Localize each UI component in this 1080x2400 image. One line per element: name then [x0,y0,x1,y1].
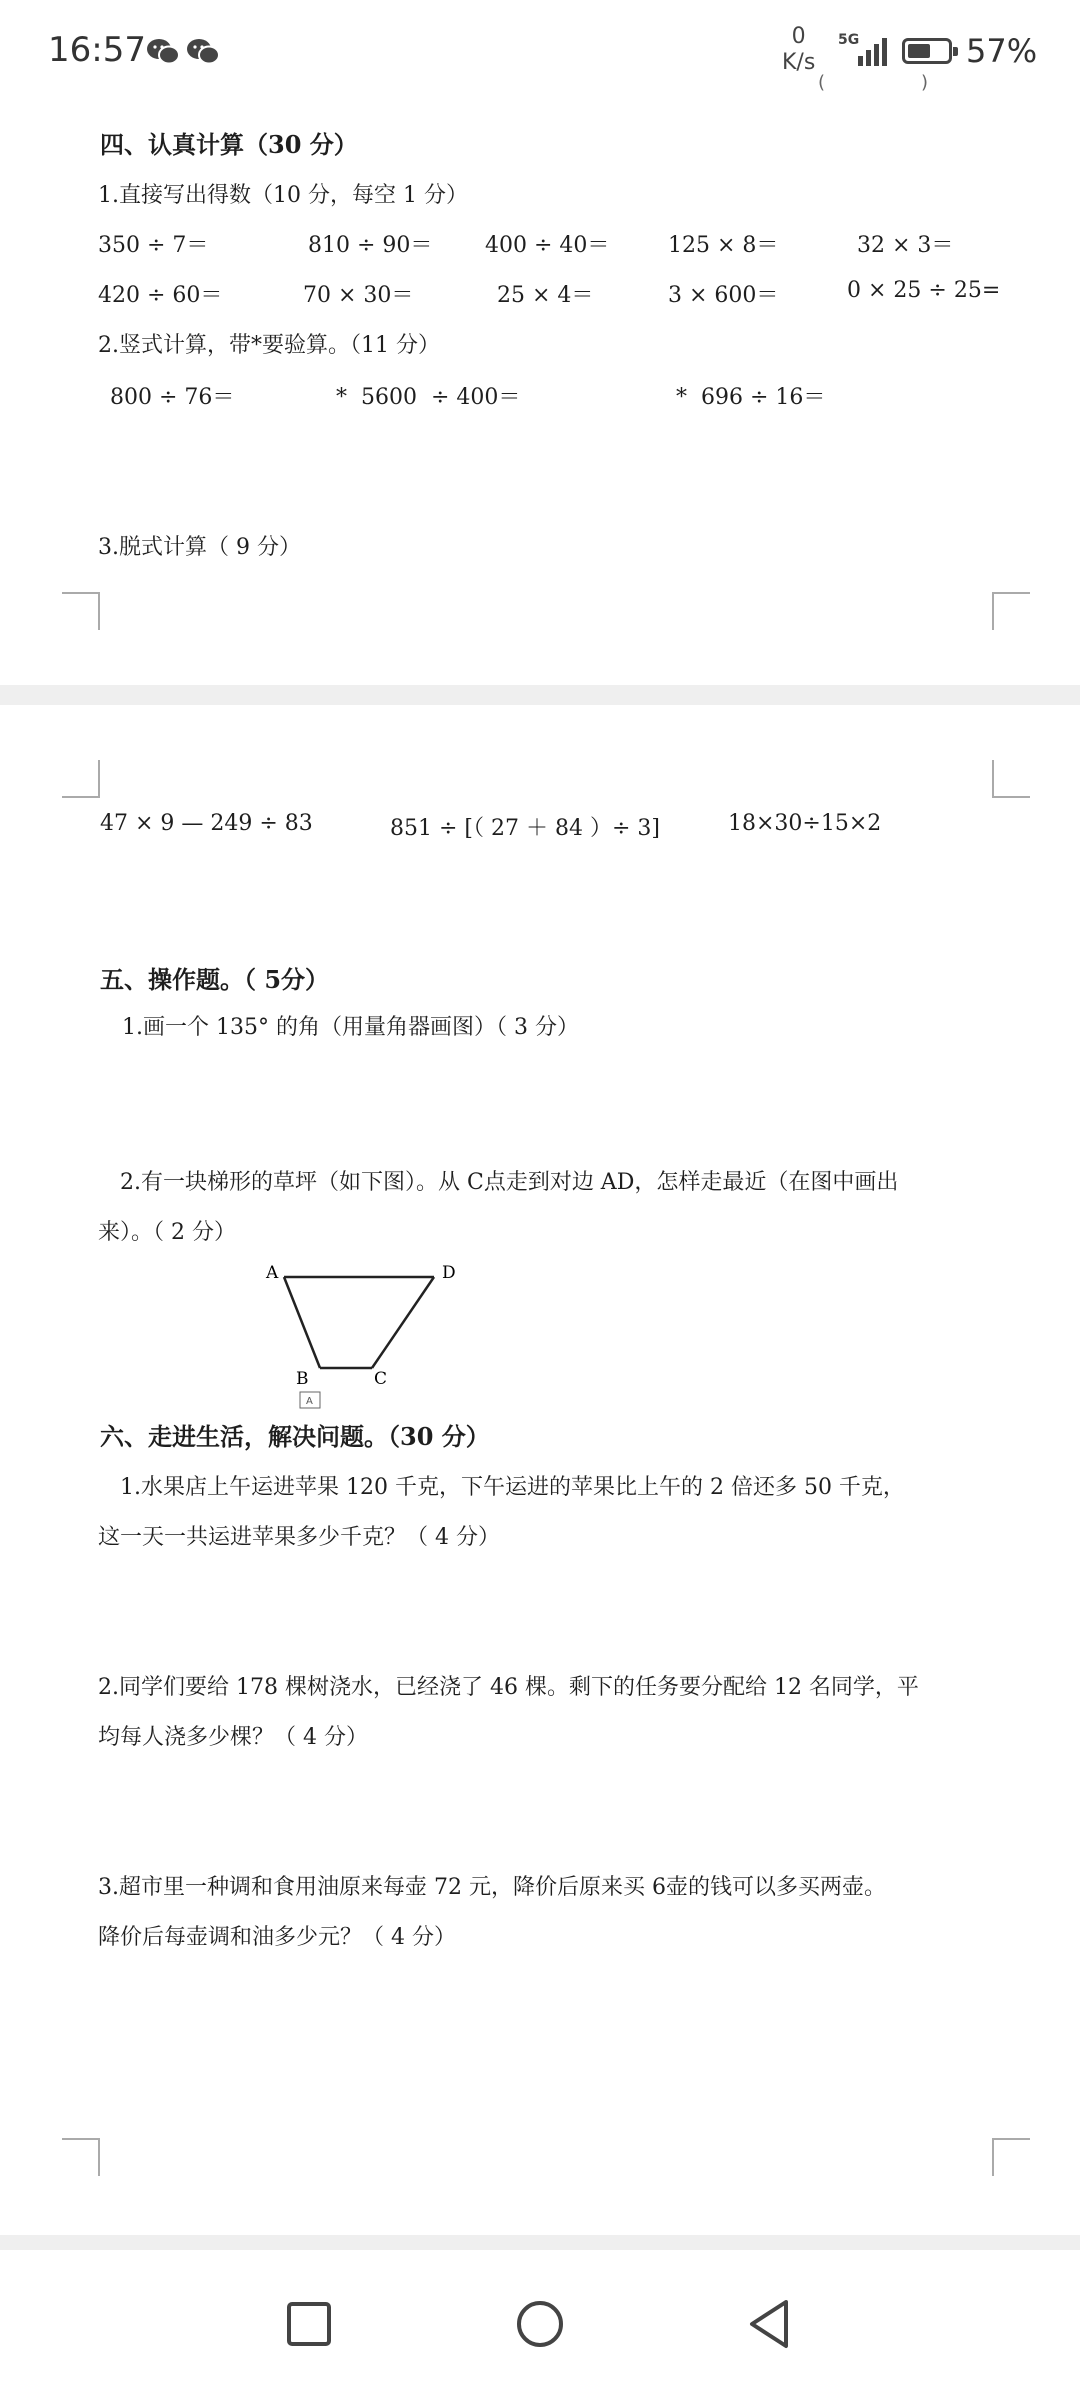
vertex-label-a: A [266,1263,279,1283]
s6-q2-line1: 2.同学们要给 178 棵树浇水，已经浇了 46 棵。剩下的任务要分配给 12 名同学，平 [98,1675,919,1700]
page-corner-mark [992,760,1030,798]
triangle-back-icon [752,2302,786,2346]
navigation-bar [0,2250,1080,2400]
stepwise-calc-item: 851 ÷ [（ 27 ＋ 84 ）÷ 3] [390,816,660,841]
vertex-label-b: B [296,1369,309,1389]
edge-dc [372,1277,434,1368]
document-page-2 [0,705,1080,2235]
status-time: 16:57 [48,30,146,70]
page-separator [0,685,1080,705]
stepwise-calc-item: 47 × 9 — 249 ÷ 83 [100,811,313,836]
calc-item: 400 ÷ 40＝ [485,233,610,258]
page-corner-mark [992,592,1030,630]
s5-q2-line2: 来）。（ 2 分） [98,1220,236,1245]
q2-title: 2.竖式计算，带*要验算。（11 分） [98,333,440,358]
status-parens: ( ) [818,72,928,93]
q1-title: 1.直接写出得数（10 分，每空 1 分） [98,183,468,208]
recent-apps-button[interactable] [279,2294,339,2354]
home-button[interactable] [510,2294,570,2354]
network-speed [782,24,815,76]
calc-item: 420 ÷ 60＝ [98,283,223,308]
s6-q3-line1: 3.超市里一种调和食用油原来每壶 72 元，降价后原来买 6壶的钱可以多买两壶。 [98,1875,886,1900]
calc-item: 32 × 3＝ [857,233,954,258]
network-speed-unit: K/s [782,50,816,75]
s6-q1-line2: 这一天一共运进苹果多少千克？（ 4 分） [98,1525,500,1550]
calc-item: 125 × 8＝ [668,233,779,258]
signal-icon [858,36,892,66]
anchor-marker-label: A [306,1396,313,1407]
battery-icon [902,38,952,64]
document-page-1 [0,100,1080,685]
edge-ba [284,1277,320,1368]
s6-q3-line2: 降价后每壶调和油多少元？（ 4 分） [98,1925,456,1950]
s6-q2-line2: 均每人浇多少棵？（ 4 分） [98,1725,368,1750]
wechat-icon [186,38,220,66]
vertical-calc-item: 800 ÷ 76＝ [110,385,235,410]
section-6-heading: 六、走进生活，解决问题。（30 分） [100,1422,490,1451]
calc-item: 810 ÷ 90＝ [308,233,433,258]
status-bar [0,0,1080,100]
calc-item: 350 ÷ 7＝ [98,233,209,258]
vertical-calc-item: * 696 ÷ 16＝ [676,385,826,410]
vertex-label-d: D [442,1263,456,1283]
calc-item: 70 × 30＝ [303,283,414,308]
page-corner-mark [992,2138,1030,2176]
network-type: 5G [838,32,860,48]
back-button[interactable] [740,2294,800,2354]
page-corner-mark [62,2138,100,2176]
s6-q1-line1: 1.水果店上午运进苹果 120 千克，下午运进的苹果比上午的 2 倍还多 50 千克， [120,1475,905,1500]
s5-q2-line1: 2.有一块梯形的草坪（如下图）。从 C点走到对边 AD，怎样走最近（在图中画出 [120,1170,899,1195]
battery-percent: 57% [966,32,1038,70]
page-corner-mark [62,592,100,630]
wechat-icon [146,38,180,66]
page-corner-mark [62,760,100,798]
page-separator [0,2235,1080,2250]
q3-title: 3.脱式计算（ 9 分） [98,535,301,560]
calc-item: 0 × 25 ÷ 25= [847,278,1001,303]
s5-q1: 1.画一个 135° 的角（用量角器画图）（ 3 分） [122,1015,579,1040]
trapezoid-figure [250,1250,480,1410]
calc-item: 3 × 600＝ [668,283,779,308]
calc-item: 25 × 4＝ [497,283,594,308]
square-icon [289,2304,329,2344]
section-4-heading: 四、认真计算（30 分） [100,130,358,159]
network-speed-value: 0 [791,24,806,49]
vertex-label-c: C [374,1369,388,1389]
stepwise-calc-item: 18×30÷15×2 [728,811,882,836]
circle-icon [519,2303,561,2345]
section-5-heading: 五、操作题。（ 5分） [100,965,330,994]
vertical-calc-item: * 5600 ÷ 400＝ [336,385,521,410]
